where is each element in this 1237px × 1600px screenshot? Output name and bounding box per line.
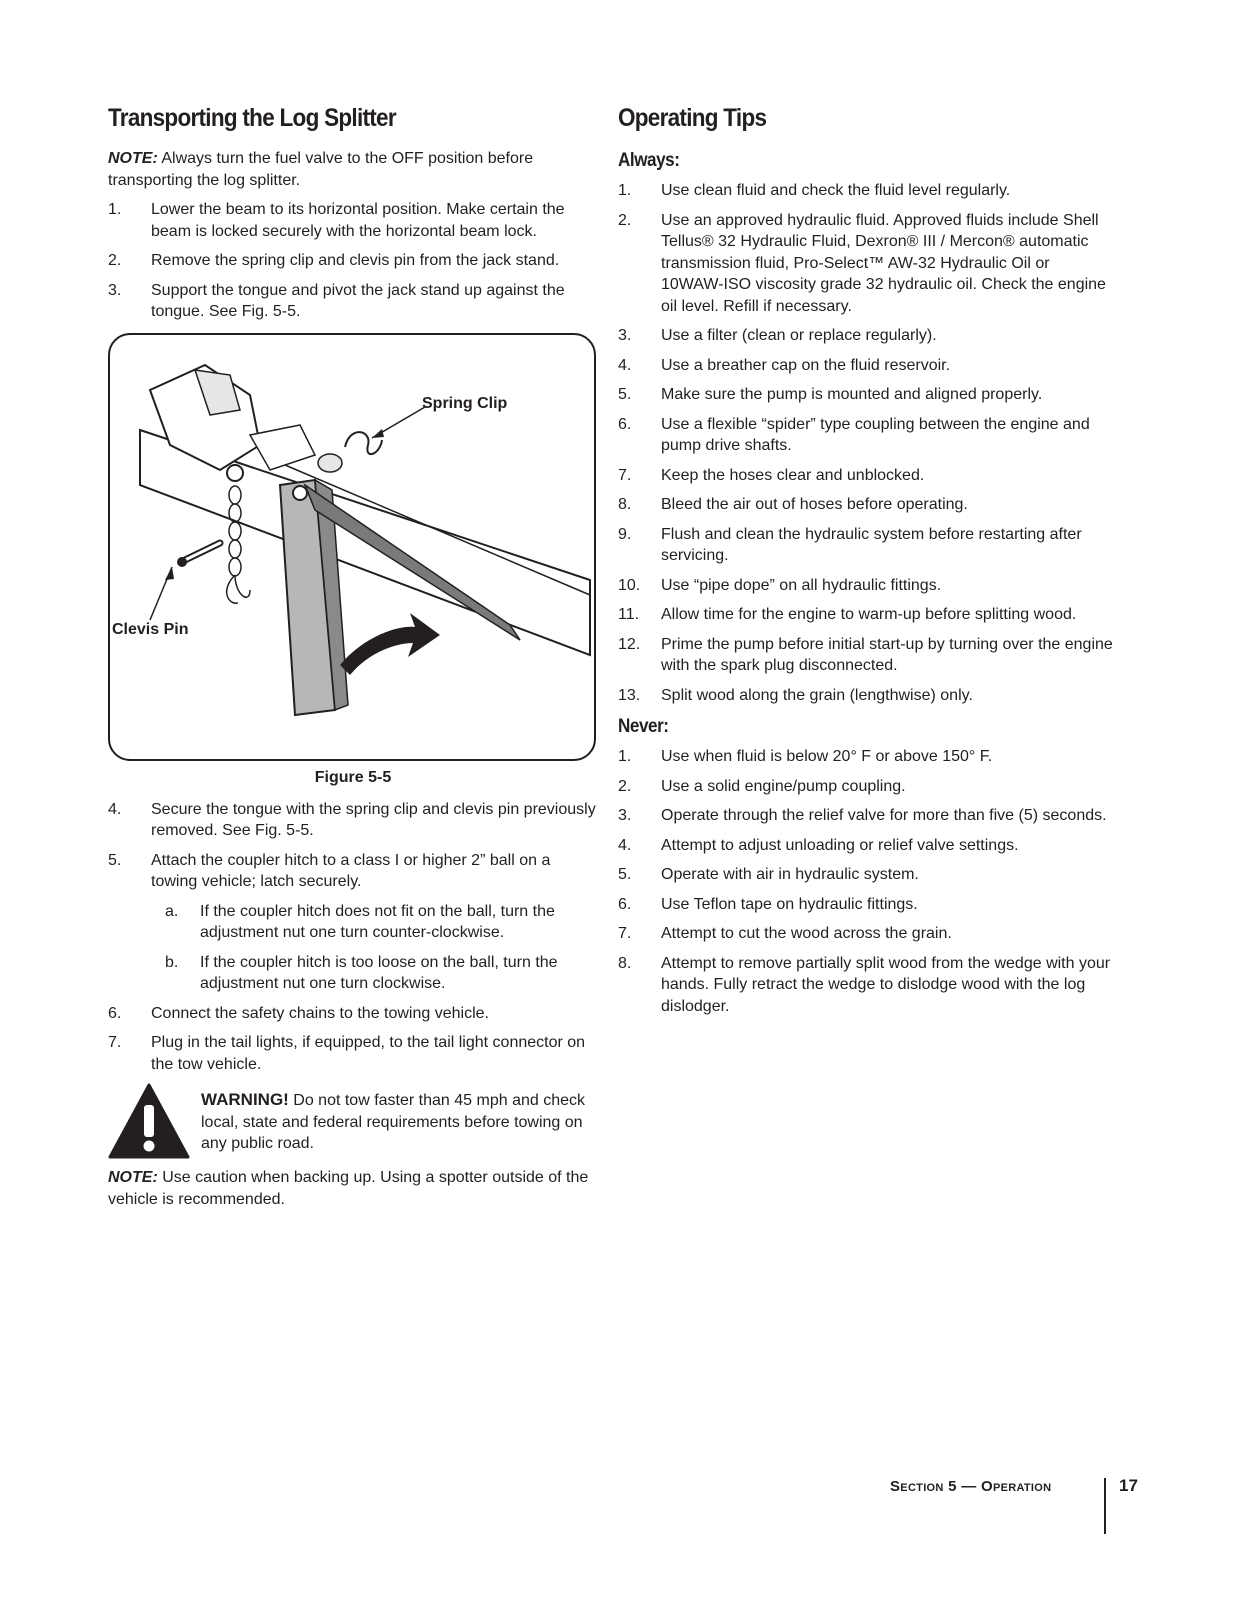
item-text: Remove the spring clip and clevis pin from the jack stand. <box>151 252 560 269</box>
note-text: Always turn the fuel valve to the OFF position before transporting the log splitter. <box>108 150 534 189</box>
list-item <box>108 250 598 272</box>
item-number: 1. <box>618 182 632 199</box>
list-item <box>108 280 598 323</box>
item-text: Lower the beam to its horizontal position. Make certain the beam is locked securely with the horizontal beam lock. <box>151 201 565 240</box>
coupler-substeps <box>151 901 598 995</box>
item-text: Connect the safety chains to the towing vehicle. <box>151 1004 489 1022</box>
section-title-operating-tips: Operating Tips <box>618 104 767 132</box>
list-item <box>618 953 1113 1018</box>
jack-stand-drawing <box>110 335 594 759</box>
item-number: 3. <box>108 281 122 299</box>
list-item <box>618 805 1113 827</box>
note-label: NOTE: <box>108 1169 158 1186</box>
item-number: 2. <box>108 252 122 269</box>
item-text: Use a filter (clean or replace regularly). <box>661 327 937 344</box>
item-number: 4. <box>108 800 122 818</box>
item-text: If the coupler hitch does not fit on the ball, turn the adjustment nut one turn counter-clockwise. <box>200 902 555 941</box>
item-number: 9. <box>618 525 632 543</box>
list-item <box>618 494 1113 516</box>
item-number: 4. <box>618 836 632 854</box>
list-item <box>618 604 1113 626</box>
list-item <box>618 575 1113 597</box>
list-item <box>618 894 1113 916</box>
list-item <box>618 325 1113 347</box>
never-list <box>618 746 1113 1017</box>
list-item <box>618 465 1113 487</box>
list-item <box>618 384 1113 406</box>
warning-triangle-icon <box>108 1083 190 1159</box>
footer-section-label: Section 5 — Operation <box>890 1478 1052 1495</box>
item-text: Make sure the pump is mounted and aligned properly. <box>661 386 1043 403</box>
item-number: 3. <box>618 807 632 824</box>
figure-5-5-illustration <box>108 333 596 761</box>
item-text: Use a breather cap on the fluid reservoir. <box>661 356 951 374</box>
item-text: Bleed the air out of hoses before operating. <box>661 496 968 513</box>
transport-steps-4-5 <box>108 799 598 893</box>
section-title-transporting: Transporting the Log Splitter <box>108 104 396 132</box>
list-item <box>618 746 1113 768</box>
clevis-pin-label: Clevis Pin <box>112 620 189 638</box>
item-number: 4. <box>618 356 632 374</box>
transport-steps-6-7 <box>108 1003 598 1076</box>
item-number: 3. <box>618 327 632 344</box>
item-number: 13. <box>618 686 641 704</box>
clevis-pin-part <box>177 543 220 567</box>
item-text: Prime the pump before initial start-up by turning over the engine with the spark plug disconnected. <box>661 635 1113 674</box>
item-text: Attempt to adjust unloading or relief valve settings. <box>661 836 1019 854</box>
footer-divider <box>1104 1478 1106 1534</box>
list-item <box>108 799 598 842</box>
item-number: a. <box>165 902 179 920</box>
list-item <box>618 685 1113 707</box>
warning-text: Do not tow faster than 45 mph and check local, state and federal requirements before towing on any public road. <box>201 1092 585 1152</box>
item-text: Flush and clean the hydraulic system before restarting after servicing. <box>661 525 1082 564</box>
item-text: If the coupler hitch is too loose on the ball, turn the adjustment nut one turn clockwise. <box>200 953 558 992</box>
item-number: 6. <box>618 895 632 913</box>
list-item <box>618 835 1113 857</box>
list-item <box>108 199 598 242</box>
item-number: 11. <box>618 606 640 623</box>
item-text: Secure the tongue with the spring clip and clevis pin previously removed. See Fig. 5-5. <box>151 800 596 839</box>
item-text: Attempt to remove partially split wood from the wedge with your hands. Fully retract the wedge to dislodge wood with the log dislodger. <box>661 954 1111 1015</box>
item-number: b. <box>165 953 179 971</box>
item-text: Use a flexible “spider” type coupling between the engine and pump drive shafts. <box>661 415 1090 454</box>
item-number: 2. <box>618 777 632 795</box>
right-column <box>618 100 1113 1025</box>
item-text: Use when fluid is below 20° F or above 150° F. <box>661 748 993 765</box>
page-number: 17 <box>1119 1476 1138 1495</box>
item-text: Operate through the relief valve for more than five (5) seconds. <box>661 807 1107 824</box>
note-fuel-valve <box>108 148 598 191</box>
list-item <box>618 776 1113 798</box>
list-item <box>618 414 1113 457</box>
always-list <box>618 180 1113 706</box>
list-item <box>108 850 598 893</box>
rotate-arrow-icon <box>340 613 440 675</box>
item-number: 6. <box>618 415 632 433</box>
note-text: Use caution when backing up. Using a spotter outside of the vehicle is recommended. <box>108 1169 589 1208</box>
item-number: 5. <box>618 866 632 883</box>
item-number: 5. <box>618 386 632 403</box>
list-item <box>108 1032 598 1075</box>
list-item <box>618 355 1113 377</box>
list-item <box>108 1003 598 1025</box>
item-text: Support the tongue and pivot the jack stand up against the tongue. See Fig. 5-5. <box>151 281 565 320</box>
list-item <box>618 524 1113 567</box>
warning-block <box>108 1089 598 1161</box>
item-text: Use “pipe dope” on all hydraulic fittings. <box>661 576 942 594</box>
item-text: Use a solid engine/pump coupling. <box>661 777 906 795</box>
list-item <box>618 180 1113 202</box>
item-number: 7. <box>618 925 632 942</box>
item-text: Plug in the tail lights, if equipped, to the tail light connector on the tow vehicle. <box>151 1034 586 1073</box>
item-text: Use Teflon tape on hydraulic fittings. <box>661 895 918 913</box>
spring-clip-label: Spring Clip <box>422 394 508 412</box>
figure-caption: Figure 5-5 <box>314 768 392 786</box>
list-item <box>618 864 1113 886</box>
list-item <box>618 634 1113 677</box>
list-item <box>618 923 1113 945</box>
list-item <box>151 952 598 995</box>
item-text: Operate with air in hydraulic system. <box>661 866 919 883</box>
item-number: 8. <box>618 496 632 513</box>
left-column <box>108 100 598 1218</box>
item-text: Use clean fluid and check the fluid level regularly. <box>661 182 1011 199</box>
transport-steps-1-3 <box>108 199 598 323</box>
note-label: NOTE: <box>108 150 158 167</box>
never-heading: Never: <box>618 716 669 737</box>
item-text: Keep the hoses clear and unblocked. <box>661 466 925 484</box>
item-text: Use an approved hydraulic fluid. Approved fluids include Shell Tellus® 32 Hydraulic Fluid, Dexron® III / Mercon® automatic transmission fluid, Pro-Select™ AW-32 Hydraulic Oil or 10WAW-ISO viscosity grade 32 hydraulic oil. Check the engine oil level. Refill if necessary. <box>661 211 1106 315</box>
item-text: Split wood along the grain (lengthwise) only. <box>661 686 973 704</box>
item-number: 1. <box>108 201 122 218</box>
item-number: 8. <box>618 954 632 972</box>
list-item <box>151 901 598 944</box>
item-number: 12. <box>618 635 641 653</box>
item-text: Attempt to cut the wood across the grain. <box>661 925 952 942</box>
always-heading: Always: <box>618 150 680 171</box>
item-number: 7. <box>108 1034 122 1051</box>
item-number: 6. <box>108 1004 122 1022</box>
item-number: 10. <box>618 576 641 594</box>
item-number: 5. <box>108 851 122 869</box>
item-text: Allow time for the engine to warm-up before splitting wood. <box>661 606 1077 623</box>
item-number: 7. <box>618 466 632 484</box>
item-number: 1. <box>618 748 632 765</box>
note-backing-up <box>108 1167 598 1210</box>
item-number: 2. <box>618 211 632 229</box>
list-item <box>618 210 1113 318</box>
warning-title: WARNING! <box>201 1090 289 1109</box>
item-text: Attach the coupler hitch to a class I or higher 2” ball on a towing vehicle; latch securely. <box>151 851 551 890</box>
